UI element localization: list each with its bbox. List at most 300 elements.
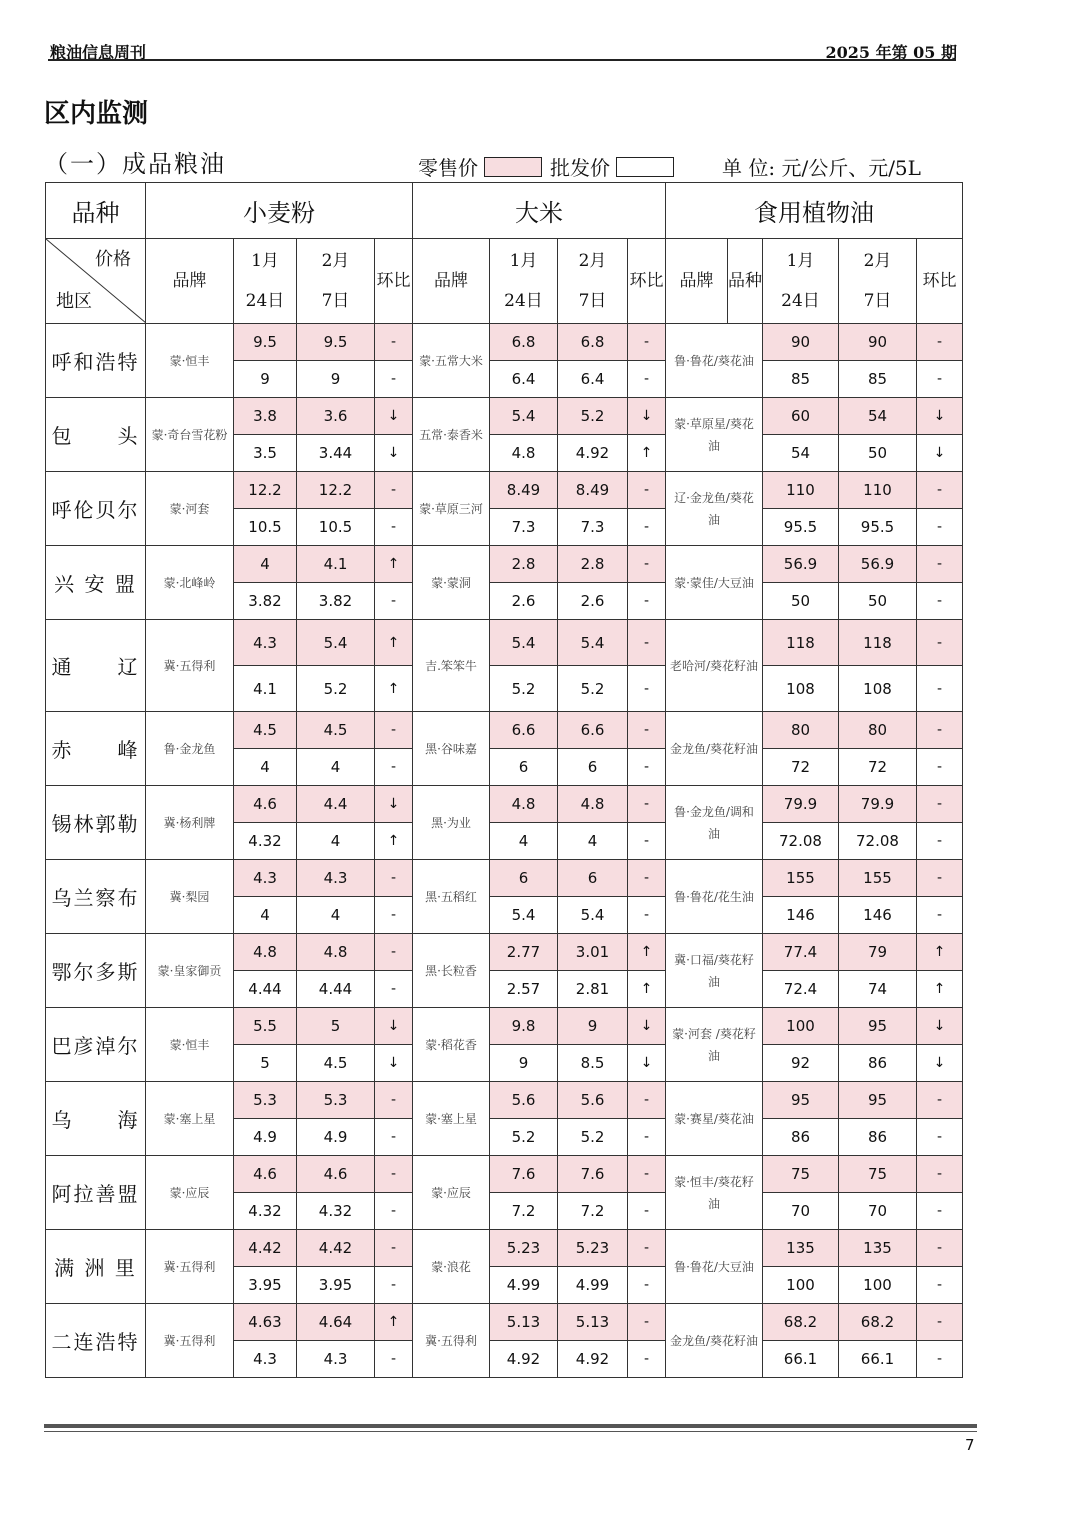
- flour-change-wholesale: -: [375, 361, 413, 398]
- rice-feb7-retail: 3.01: [558, 934, 628, 971]
- rice-brand-cell: 黑·谷味嘉: [413, 712, 490, 786]
- oil-feb7-retail: 90: [839, 324, 917, 361]
- flour-jan24-retail: 4.8: [234, 934, 297, 971]
- rice-brand-cell: 蒙·塞上星: [413, 1082, 490, 1156]
- rice-change-wholesale: -: [628, 361, 666, 398]
- oil-change-retail: -: [917, 1082, 963, 1119]
- flour-jan24-retail: 5.5: [234, 1008, 297, 1045]
- flour-change-wholesale: -: [375, 1119, 413, 1156]
- flour-jan24-wholesale: 10.5: [234, 509, 297, 546]
- flour-feb7-wholesale: 4: [297, 749, 375, 786]
- region-cell: 通 辽: [46, 620, 146, 712]
- rice-jan24-retail: 6: [490, 860, 558, 897]
- flour-jan24-wholesale: 4.32: [234, 1193, 297, 1230]
- oil-jan24-wholesale: 50: [763, 583, 839, 620]
- oil-date2-header: 2月 7日: [839, 239, 917, 324]
- oil-change-wholesale: -: [917, 361, 963, 398]
- flour-feb7-wholesale: 9: [297, 361, 375, 398]
- rice-feb7-retail: 5.23: [558, 1230, 628, 1267]
- oil-change-wholesale: ↑: [917, 971, 963, 1008]
- oil-change-wholesale: -: [917, 823, 963, 860]
- flour-brand-cell: 冀·五得利: [146, 620, 234, 712]
- rice-feb7-retail: 8.49: [558, 472, 628, 509]
- rice-jan24-retail: 2.77: [490, 934, 558, 971]
- retail-row: [46, 860, 963, 897]
- rice-change-wholesale: -: [628, 1341, 666, 1378]
- oil-change-wholesale: -: [917, 897, 963, 934]
- rice-feb7-wholesale: 7.3: [558, 509, 628, 546]
- rice-brand-cell: 黑·五稻红: [413, 860, 490, 934]
- flour-change-retail: ↑: [375, 620, 413, 666]
- legend-retail-label: 零售价: [418, 156, 478, 180]
- flour-change-retail: ↓: [375, 1008, 413, 1045]
- rice-change-retail: ↑: [628, 934, 666, 971]
- flour-jan24-retail: 4.42: [234, 1230, 297, 1267]
- flour-jan24-retail: 4.6: [234, 786, 297, 823]
- oil-brand-cell: 冀·口福/葵花籽油: [666, 934, 763, 1008]
- oil-feb7-wholesale: 72.08: [839, 823, 917, 860]
- rice-change-wholesale: -: [628, 666, 666, 712]
- flour-feb7-retail: 4.4: [297, 786, 375, 823]
- oil-brand-cell: 蒙·赛星/葵花油: [666, 1082, 763, 1156]
- flour-change-retail: ↓: [375, 398, 413, 435]
- oil-brand-header: 品牌: [666, 239, 728, 324]
- rice-feb7-retail: 5.4: [558, 620, 628, 666]
- price-table: [45, 182, 963, 1378]
- region-cell: 巴彦淖尔: [46, 1008, 146, 1082]
- oil-brand-cell: 蒙·恒丰/葵花籽油: [666, 1156, 763, 1230]
- flour-jan24-wholesale: 4.44: [234, 971, 297, 1008]
- rice-feb7-wholesale: 4: [558, 823, 628, 860]
- rice-change-retail: -: [628, 620, 666, 666]
- oil-brand-cell: 辽·金龙鱼/葵花油: [666, 472, 763, 546]
- flour-brand-cell: 冀·五得利: [146, 1230, 234, 1304]
- oil-change-retail: -: [917, 324, 963, 361]
- rice-change-retail: -: [628, 546, 666, 583]
- flour-jan24-wholesale: 4.1: [234, 666, 297, 712]
- retail-row: [46, 934, 963, 971]
- flour-jan24-wholesale: 3.95: [234, 1267, 297, 1304]
- oil-feb7-wholesale: 70: [839, 1193, 917, 1230]
- oil-brand-cell: 老哈河/葵花籽油: [666, 620, 763, 712]
- oil-feb7-wholesale: 86: [839, 1119, 917, 1156]
- flour-feb7-retail: 9.5: [297, 324, 375, 361]
- rice-change-wholesale: -: [628, 749, 666, 786]
- flour-change-retail: -: [375, 712, 413, 749]
- flour-feb7-wholesale: 4.9: [297, 1119, 375, 1156]
- rice-change-wholesale: ↑: [628, 971, 666, 1008]
- header-rule: [48, 59, 956, 61]
- oil-feb7-retail: 79: [839, 934, 917, 971]
- oil-feb7-wholesale: 108: [839, 666, 917, 712]
- flour-feb7-retail: 3.6: [297, 398, 375, 435]
- flour-brand-cell: 冀·梨园: [146, 860, 234, 934]
- flour-brand-cell: 蒙·皇家御贡: [146, 934, 234, 1008]
- oil-jan24-retail: 135: [763, 1230, 839, 1267]
- oil-change-retail: -: [917, 620, 963, 666]
- oil-change-retail: -: [917, 1156, 963, 1193]
- rice-change-retail: ↓: [628, 1008, 666, 1045]
- variety-header: 品种: [46, 183, 146, 239]
- region-cell: 二连浩特: [46, 1304, 146, 1378]
- rice-change-wholesale: -: [628, 1119, 666, 1156]
- flour-feb7-retail: 4.42: [297, 1230, 375, 1267]
- oil-jan24-retail: 90: [763, 324, 839, 361]
- rice-change-wholesale: ↓: [628, 1045, 666, 1082]
- rice-brand-cell: 蒙·浪花: [413, 1230, 490, 1304]
- flour-date2-header: 2月 7日: [297, 239, 375, 324]
- legend-retail-swatch: [484, 157, 542, 177]
- oil-feb7-retail: 68.2: [839, 1304, 917, 1341]
- rice-brand-cell: 黑·为业: [413, 786, 490, 860]
- region-cell: 呼和浩特: [46, 324, 146, 398]
- flour-change-retail: -: [375, 1230, 413, 1267]
- flour-feb7-retail: 4.1: [297, 546, 375, 583]
- oil-jan24-retail: 75: [763, 1156, 839, 1193]
- region-cell: 呼伦贝尔: [46, 472, 146, 546]
- oil-jan24-wholesale: 86: [763, 1119, 839, 1156]
- rice-change-retail: -: [628, 1156, 666, 1193]
- page-number: 7: [965, 1436, 975, 1454]
- rice-change-retail: ↓: [628, 398, 666, 435]
- oil-brand-cell: 蒙·蒙佳/大豆油: [666, 546, 763, 620]
- oil-jan24-retail: 110: [763, 472, 839, 509]
- flour-change-wholesale: -: [375, 749, 413, 786]
- oil-feb7-retail: 95: [839, 1082, 917, 1119]
- oil-change-retail: ↑: [917, 934, 963, 971]
- rice-feb7-wholesale: 5.2: [558, 666, 628, 712]
- rice-jan24-retail: 6.8: [490, 324, 558, 361]
- oil-feb7-retail: 110: [839, 472, 917, 509]
- oil-jan24-retail: 68.2: [763, 1304, 839, 1341]
- flour-feb7-wholesale: 5.2: [297, 666, 375, 712]
- flour-change-retail: -: [375, 934, 413, 971]
- flour-jan24-wholesale: 5: [234, 1045, 297, 1082]
- rice-change-header: 环比: [628, 239, 666, 324]
- diagonal-header: [46, 239, 146, 324]
- flour-change-retail: -: [375, 324, 413, 361]
- rice-change-retail: -: [628, 712, 666, 749]
- flour-jan24-retail: 5.3: [234, 1082, 297, 1119]
- flour-jan24-wholesale: 3.5: [234, 435, 297, 472]
- flour-feb7-retail: 4.8: [297, 934, 375, 971]
- oil-change-header: 环比: [917, 239, 963, 324]
- rice-date1-header: 1月 24日: [490, 239, 558, 324]
- flour-brand-cell: 冀·五得利: [146, 1304, 234, 1378]
- rice-feb7-retail: 6.8: [558, 324, 628, 361]
- legend-wholesale-swatch: [616, 157, 674, 177]
- flour-jan24-retail: 4.3: [234, 860, 297, 897]
- rice-feb7-wholesale: 7.2: [558, 1193, 628, 1230]
- region-cell: 满 洲 里: [46, 1230, 146, 1304]
- flour-jan24-wholesale: 4.3: [234, 1341, 297, 1378]
- flour-brand-cell: 蒙·河套: [146, 472, 234, 546]
- oil-feb7-retail: 135: [839, 1230, 917, 1267]
- rice-feb7-wholesale: 4.92: [558, 1341, 628, 1378]
- retail-row: [46, 620, 963, 666]
- oil-change-wholesale: -: [917, 749, 963, 786]
- oil-change-retail: -: [917, 712, 963, 749]
- oil-change-wholesale: -: [917, 509, 963, 546]
- flour-feb7-retail: 4.5: [297, 712, 375, 749]
- flour-brand-cell: 蒙·奇台雪花粉: [146, 398, 234, 472]
- oil-brand-cell: 鲁·鲁花/大豆油: [666, 1230, 763, 1304]
- rice-change-wholesale: ↑: [628, 435, 666, 472]
- oil-change-wholesale: -: [917, 1267, 963, 1304]
- oil-feb7-wholesale: 66.1: [839, 1341, 917, 1378]
- oil-feb7-retail: 79.9: [839, 786, 917, 823]
- flour-jan24-retail: 4.63: [234, 1304, 297, 1341]
- rice-change-retail: -: [628, 786, 666, 823]
- oil-change-wholesale: -: [917, 666, 963, 712]
- rice-brand-cell: 冀·五得利: [413, 1304, 490, 1378]
- rice-feb7-wholesale: 6: [558, 749, 628, 786]
- rice-feb7-retail: 4.8: [558, 786, 628, 823]
- flour-change-wholesale: ↑: [375, 823, 413, 860]
- retail-row: [46, 398, 963, 435]
- flour-jan24-retail: 4.6: [234, 1156, 297, 1193]
- region-cell: 阿拉善盟: [46, 1156, 146, 1230]
- oil-feb7-wholesale: 100: [839, 1267, 917, 1304]
- footer-rule-thin: [44, 1431, 977, 1432]
- flour-brand-cell: 冀·杨利牌: [146, 786, 234, 860]
- rice-jan24-retail: 4.8: [490, 786, 558, 823]
- oil-brand-cell: 金龙鱼/葵花籽油: [666, 1304, 763, 1378]
- rice-feb7-wholesale: 4.99: [558, 1267, 628, 1304]
- rice-jan24-wholesale: 4: [490, 823, 558, 860]
- oil-jan24-retail: 155: [763, 860, 839, 897]
- flour-brand-cell: 鲁·金龙鱼: [146, 712, 234, 786]
- oil-jan24-retail: 95: [763, 1082, 839, 1119]
- rice-feb7-retail: 2.8: [558, 546, 628, 583]
- oil-jan24-retail: 100: [763, 1008, 839, 1045]
- rice-feb7-retail: 7.6: [558, 1156, 628, 1193]
- rice-change-retail: -: [628, 860, 666, 897]
- rice-feb7-retail: 6: [558, 860, 628, 897]
- flour-change-wholesale: -: [375, 1193, 413, 1230]
- oil-jan24-wholesale: 100: [763, 1267, 839, 1304]
- rice-jan24-wholesale: 2.57: [490, 971, 558, 1008]
- oil-change-wholesale: -: [917, 1193, 963, 1230]
- flour-jan24-wholesale: 4.32: [234, 823, 297, 860]
- oil-kind-header: 品种: [728, 239, 763, 324]
- oil-change-retail: -: [917, 860, 963, 897]
- oil-feb7-wholesale: 86: [839, 1045, 917, 1082]
- flour-feb7-retail: 5.3: [297, 1082, 375, 1119]
- rice-jan24-retail: 5.23: [490, 1230, 558, 1267]
- retail-row: [46, 786, 963, 823]
- rice-brand-cell: 黑·长粒香: [413, 934, 490, 1008]
- rice-feb7-retail: 9: [558, 1008, 628, 1045]
- rice-feb7-retail: 5.13: [558, 1304, 628, 1341]
- oil-feb7-retail: 80: [839, 712, 917, 749]
- price-legend: [418, 152, 921, 181]
- oil-brand-cell: 鲁·鲁花/花生油: [666, 860, 763, 934]
- oil-change-wholesale: -: [917, 1119, 963, 1156]
- rice-jan24-wholesale: 7.3: [490, 509, 558, 546]
- rice-brand-cell: 五常·泰香米: [413, 398, 490, 472]
- rice-jan24-retail: 5.13: [490, 1304, 558, 1341]
- flour-jan24-retail: 4.5: [234, 712, 297, 749]
- oil-change-retail: -: [917, 546, 963, 583]
- retail-row: [46, 712, 963, 749]
- flour-change-retail: -: [375, 860, 413, 897]
- rice-jan24-wholesale: 4.8: [490, 435, 558, 472]
- rice-jan24-wholesale: 4.92: [490, 1341, 558, 1378]
- oil-feb7-retail: 155: [839, 860, 917, 897]
- rice-brand-cell: 蒙·蒙洞: [413, 546, 490, 620]
- flour-feb7-wholesale: 3.44: [297, 435, 375, 472]
- oil-jan24-retail: 60: [763, 398, 839, 435]
- oil-change-retail: -: [917, 1230, 963, 1267]
- flour-feb7-wholesale: 4.5: [297, 1045, 375, 1082]
- region-cell: 锡林郭勒: [46, 786, 146, 860]
- flour-change-header: 环比: [375, 239, 413, 324]
- flour-feb7-wholesale: 10.5: [297, 509, 375, 546]
- legend-unit: 单 位: 元/公斤、元/5L: [722, 156, 921, 180]
- oil-jan24-wholesale: 54: [763, 435, 839, 472]
- rice-jan24-wholesale: 9: [490, 1045, 558, 1082]
- oil-feb7-retail: 54: [839, 398, 917, 435]
- flour-jan24-wholesale: 4: [234, 897, 297, 934]
- oil-date1-header: 1月 24日: [763, 239, 839, 324]
- oil-change-retail: -: [917, 1304, 963, 1341]
- oil-feb7-wholesale: 50: [839, 583, 917, 620]
- flour-feb7-wholesale: 3.95: [297, 1267, 375, 1304]
- retail-row: [46, 1304, 963, 1341]
- flour-jan24-retail: 4.3: [234, 620, 297, 666]
- rice-jan24-wholesale: 6.4: [490, 361, 558, 398]
- legend-wholesale-label: 批发价: [550, 156, 610, 180]
- flour-feb7-wholesale: 4.3: [297, 1341, 375, 1378]
- oil-jan24-retail: 79.9: [763, 786, 839, 823]
- flour-change-wholesale: -: [375, 971, 413, 1008]
- rice-change-retail: -: [628, 1082, 666, 1119]
- flour-jan24-retail: 3.8: [234, 398, 297, 435]
- rice-jan24-retail: 6.6: [490, 712, 558, 749]
- flour-change-wholesale: -: [375, 1267, 413, 1304]
- rice-jan24-wholesale: 2.6: [490, 583, 558, 620]
- oil-feb7-wholesale: 85: [839, 361, 917, 398]
- flour-feb7-retail: 4.3: [297, 860, 375, 897]
- rice-jan24-wholesale: 7.2: [490, 1193, 558, 1230]
- rice-brand-header: 品牌: [413, 239, 490, 324]
- oil-brand-cell: 金龙鱼/葵花籽油: [666, 712, 763, 786]
- oil-change-retail: -: [917, 472, 963, 509]
- flour-jan24-wholesale: 4: [234, 749, 297, 786]
- flour-brand-header: 品牌: [146, 239, 234, 324]
- oil-feb7-retail: 95: [839, 1008, 917, 1045]
- oil-feb7-wholesale: 95.5: [839, 509, 917, 546]
- oil-jan24-wholesale: 146: [763, 897, 839, 934]
- retail-row: [46, 324, 963, 361]
- flour-change-wholesale: ↓: [375, 435, 413, 472]
- flour-jan24-retail: 9.5: [234, 324, 297, 361]
- flour-change-retail: -: [375, 472, 413, 509]
- rice-jan24-retail: 5.4: [490, 398, 558, 435]
- flour-change-wholesale: ↑: [375, 666, 413, 712]
- rice-brand-cell: 吉.笨笨牛: [413, 620, 490, 712]
- region-cell: 兴 安 盟: [46, 546, 146, 620]
- oil-feb7-wholesale: 74: [839, 971, 917, 1008]
- flour-brand-cell: 蒙·塞上星: [146, 1082, 234, 1156]
- rice-brand-cell: 蒙·五常大米: [413, 324, 490, 398]
- oil-change-wholesale: ↓: [917, 435, 963, 472]
- region-cell: 乌 海: [46, 1082, 146, 1156]
- oil-jan24-wholesale: 85: [763, 361, 839, 398]
- rice-change-wholesale: -: [628, 823, 666, 860]
- flour-feb7-retail: 4.6: [297, 1156, 375, 1193]
- retail-row: [46, 1156, 963, 1193]
- rice-jan24-retail: 5.4: [490, 620, 558, 666]
- oil-jan24-wholesale: 72.4: [763, 971, 839, 1008]
- oil-jan24-retail: 118: [763, 620, 839, 666]
- oil-jan24-wholesale: 70: [763, 1193, 839, 1230]
- oil-jan24-retail: 56.9: [763, 546, 839, 583]
- flour-jan24-wholesale: 9: [234, 361, 297, 398]
- oil-jan24-wholesale: 108: [763, 666, 839, 712]
- oil-jan24-wholesale: 95.5: [763, 509, 839, 546]
- rice-feb7-wholesale: 6.4: [558, 361, 628, 398]
- flour-feb7-retail: 5.4: [297, 620, 375, 666]
- oil-jan24-wholesale: 66.1: [763, 1341, 839, 1378]
- oil-feb7-wholesale: 50: [839, 435, 917, 472]
- oil-change-wholesale: ↓: [917, 1045, 963, 1082]
- footer-rule: [44, 1424, 977, 1428]
- flour-feb7-wholesale: 4.44: [297, 971, 375, 1008]
- flour-jan24-retail: 12.2: [234, 472, 297, 509]
- oil-feb7-wholesale: 146: [839, 897, 917, 934]
- flour-jan24-wholesale: 3.82: [234, 583, 297, 620]
- flour-change-wholesale: -: [375, 509, 413, 546]
- flour-brand-cell: 蒙·恒丰: [146, 1008, 234, 1082]
- rice-change-wholesale: -: [628, 897, 666, 934]
- oil-change-retail: ↓: [917, 1008, 963, 1045]
- rice-brand-cell: 蒙·应辰: [413, 1156, 490, 1230]
- flour-date1-header: 1月 24日: [234, 239, 297, 324]
- oil-change-wholesale: -: [917, 1341, 963, 1378]
- rice-date2-header: 2月 7日: [558, 239, 628, 324]
- rice-feb7-wholesale: 5.2: [558, 1119, 628, 1156]
- rice-change-retail: -: [628, 1304, 666, 1341]
- category-flour: 小麦粉: [146, 183, 413, 239]
- oil-feb7-wholesale: 72: [839, 749, 917, 786]
- rice-jan24-wholesale: 5.4: [490, 897, 558, 934]
- flour-change-wholesale: -: [375, 897, 413, 934]
- flour-change-retail: -: [375, 1082, 413, 1119]
- region-cell: 鄂尔多斯: [46, 934, 146, 1008]
- rice-change-retail: -: [628, 472, 666, 509]
- oil-brand-cell: 蒙·河套 /葵花籽油: [666, 1008, 763, 1082]
- flour-feb7-retail: 4.64: [297, 1304, 375, 1341]
- region-cell: 包 头: [46, 398, 146, 472]
- region-cell: 乌兰察布: [46, 860, 146, 934]
- flour-change-retail: -: [375, 1156, 413, 1193]
- rice-feb7-wholesale: 2.81: [558, 971, 628, 1008]
- issue-number: 2025 年第 05 期: [825, 43, 957, 62]
- flour-change-retail: ↓: [375, 786, 413, 823]
- rice-jan24-retail: 9.8: [490, 1008, 558, 1045]
- flour-jan24-wholesale: 4.9: [234, 1119, 297, 1156]
- retail-row: [46, 1230, 963, 1267]
- oil-jan24-wholesale: 92: [763, 1045, 839, 1082]
- flour-feb7-retail: 5: [297, 1008, 375, 1045]
- rice-jan24-retail: 5.6: [490, 1082, 558, 1119]
- flour-change-wholesale: -: [375, 583, 413, 620]
- oil-jan24-retail: 77.4: [763, 934, 839, 971]
- rice-change-wholesale: -: [628, 1193, 666, 1230]
- retail-row: [46, 1008, 963, 1045]
